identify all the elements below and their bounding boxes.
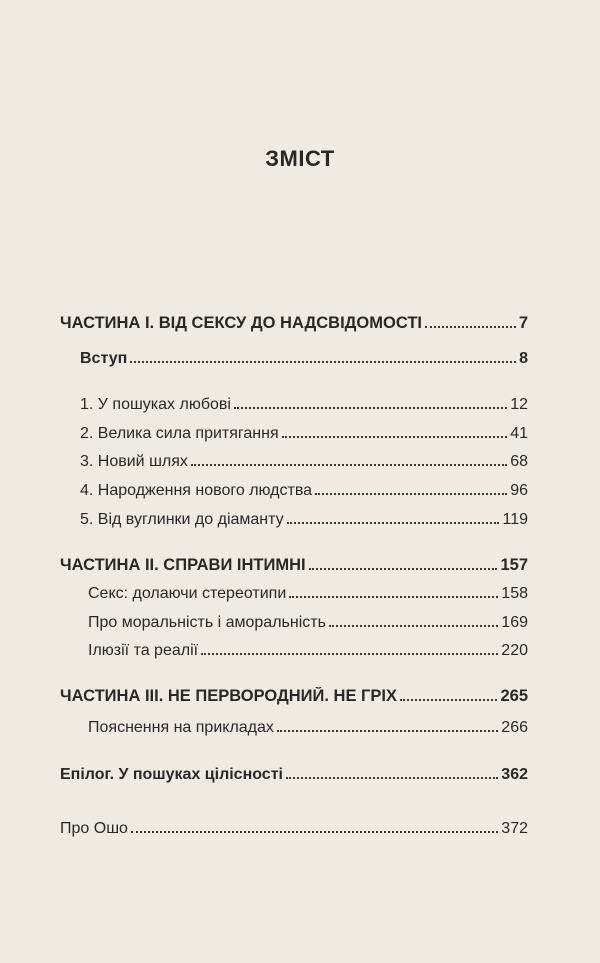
toc-entry-label: ЧАСТИНА ІІІ. НЕ ПЕРВОРОДНИЙ. НЕ ГРІХ — [60, 687, 398, 705]
toc-entry-label: 1. У пошуках любові — [80, 396, 231, 413]
leader-dots — [400, 699, 497, 701]
toc-entry-page: 68 — [510, 453, 528, 470]
toc-entry-label: Про моральність і аморальність — [88, 614, 326, 631]
toc-entry-label: Епілог. У пошуках цілісності — [60, 766, 283, 783]
toc-entry-label: 4. Народження нового людства — [80, 482, 313, 499]
toc-entry-page: 220 — [501, 642, 528, 659]
toc-entry-label: 3. Новий шлях — [80, 453, 188, 470]
toc-entry-page: 96 — [510, 482, 528, 499]
leader-dots — [286, 777, 498, 779]
toc-entry-label: Про Ошо — [60, 820, 128, 837]
toc-entry-label: Пояснення на прикладах — [88, 719, 274, 736]
leader-dots — [130, 361, 516, 363]
leader-dots — [315, 493, 507, 495]
toc-entry-page: 7 — [518, 314, 528, 332]
toc-entry-page: 8 — [519, 350, 528, 367]
leader-dots — [425, 326, 516, 328]
toc-entry-chapter-4[interactable] — [80, 482, 528, 500]
toc-entry-part-2[interactable] — [60, 556, 528, 575]
toc-entry-page: 362 — [501, 766, 528, 783]
toc-entry-page: 169 — [501, 614, 528, 631]
toc-entry-section[interactable] — [88, 585, 528, 603]
toc-entry-label: Вступ — [80, 350, 128, 367]
toc-entry-intro[interactable] — [80, 350, 528, 368]
toc-entry-page: 158 — [501, 585, 528, 602]
toc-entry-section[interactable] — [88, 614, 528, 632]
toc-entry-part-1[interactable] — [60, 314, 528, 333]
leader-dots — [277, 730, 498, 732]
leader-dots — [282, 436, 508, 438]
toc-entry-page: 41 — [510, 425, 528, 442]
toc-entry-label: Ілюзії та реалії — [88, 642, 199, 659]
toc-entry-chapter-5[interactable] — [80, 511, 528, 529]
toc-entry-about-osho[interactable] — [60, 820, 528, 838]
toc-entry-section[interactable] — [88, 642, 528, 660]
page-title: ЗМІСТ — [265, 146, 335, 171]
toc-entry-label: 5. Від вуглинки до діаманту — [80, 511, 284, 528]
leader-dots — [309, 568, 498, 570]
leader-dots — [191, 464, 507, 466]
toc-entry-epilogue[interactable] — [60, 766, 528, 784]
toc-entry-chapter-3[interactable] — [80, 453, 528, 471]
toc-entry-label: 2. Велика сила притягання — [80, 425, 279, 442]
leader-dots — [131, 831, 498, 833]
leader-dots — [289, 596, 498, 598]
toc-entry-page: 265 — [500, 687, 528, 705]
toc-entry-page: 266 — [501, 719, 528, 736]
leader-dots — [201, 653, 498, 655]
toc-entry-page: 157 — [500, 556, 528, 574]
leader-dots — [287, 522, 500, 524]
leader-dots — [329, 625, 498, 627]
toc-entry-page: 12 — [510, 396, 528, 413]
toc-entry-section[interactable] — [88, 719, 528, 737]
toc-entry-part-3[interactable] — [60, 687, 528, 706]
toc-entry-chapter-1[interactable] — [80, 396, 528, 414]
toc-entry-label: ЧАСТИНА І. ВІД СЕКСУ ДО НАДСВІДОМОСТІ — [60, 314, 422, 332]
toc-entry-page: 372 — [501, 820, 528, 837]
toc-entry-label: Секс: долаючи стереотипи — [88, 585, 287, 602]
leader-dots — [234, 407, 507, 409]
toc-entry-chapter-2[interactable] — [80, 425, 528, 443]
toc-entry-label: ЧАСТИНА ІІ. СПРАВИ ІНТИМНІ — [60, 556, 306, 574]
toc-entry-page: 119 — [502, 511, 528, 528]
